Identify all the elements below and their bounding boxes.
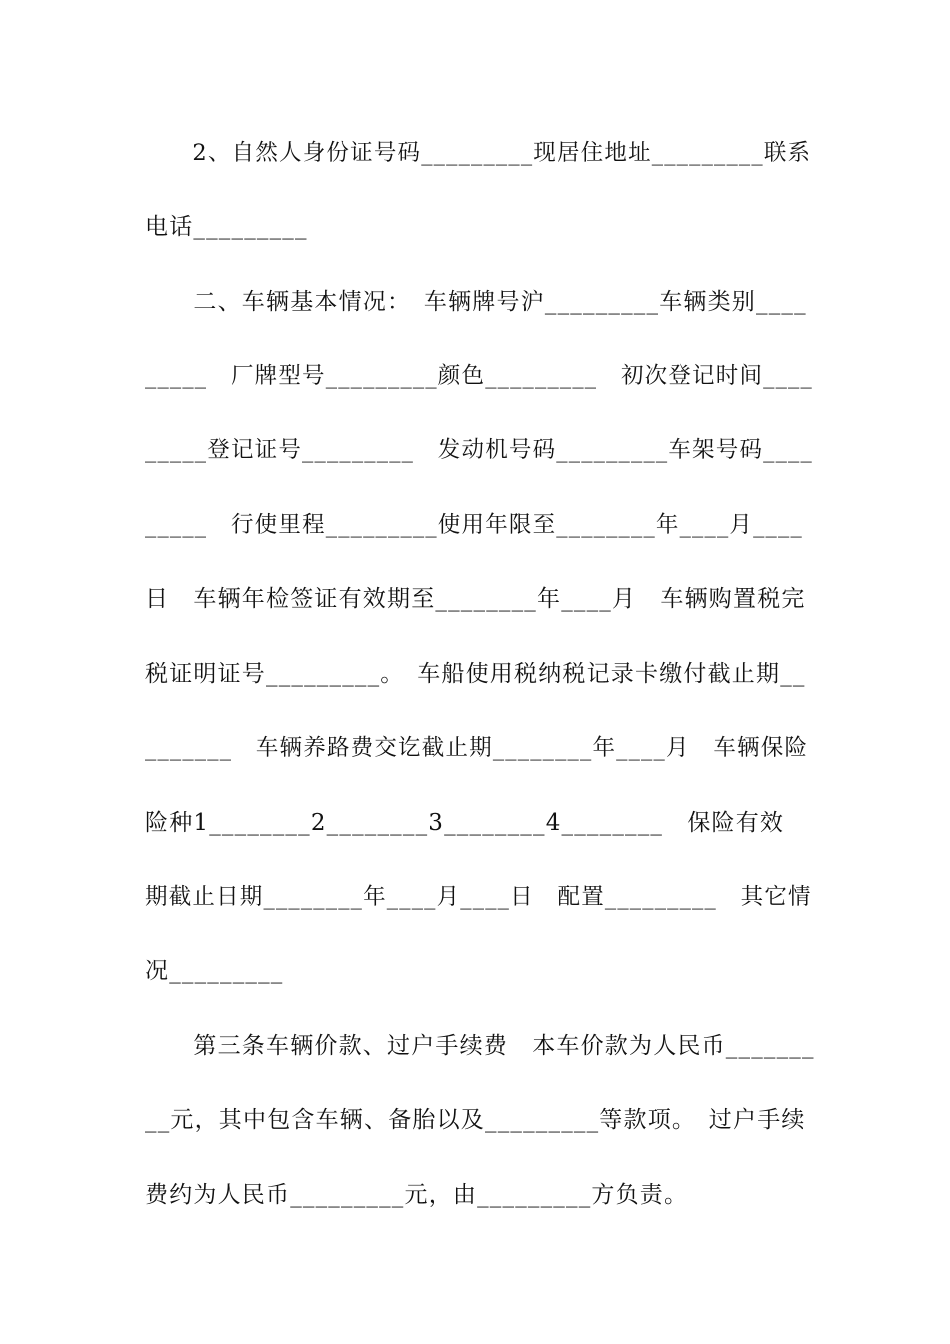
text-line-registration-engine: _____登记证号_________ 发动机号码_________车架号码____: [145, 437, 813, 463]
text-line-article-three: 第三条车辆价款、过户手续费 本车价款为人民币_______: [145, 1033, 815, 1059]
text-line-insurance-expiry-config: 期截止日期________年____月____日 配置_________ 其它情: [145, 884, 812, 910]
text-line-model-color: _____ 厂牌型号_________颜色_________ 初次登记时间____: [145, 363, 813, 389]
text-line-annual-inspection: 日 车辆年检签证有效期至________年____月 车辆购置税完: [145, 586, 806, 612]
text-line-phone: 电话_________: [145, 214, 308, 240]
text-line-tax-certificate: 税证明证号_________。 车船使用税纳税记录卡缴付截止期__: [145, 661, 806, 687]
text-line-insurance-types: 险种1________2________3________4________ 保险有效: [145, 810, 785, 836]
text-line-price-items: __元，其中包含车辆、备胎以及_________等款项。 过户手续: [145, 1107, 806, 1133]
text-line-mileage-service-life: _____ 行使里程_________使用年限至________年____月____: [145, 512, 803, 538]
text-line-vehicle-basic-info: 二、车辆基本情况： 车辆牌号沪_________车辆类别____: [145, 289, 807, 315]
text-line-road-fee-insurance: _______ 车辆养路费交讫截止期________年____月 车辆保险: [145, 735, 809, 761]
text-line-identity-address: 2、自然人身份证号码_________现居住地址_________联系: [145, 140, 812, 166]
text-line-other: 况_________: [145, 958, 284, 984]
text-line-transfer-fee: 费约为人民币_________元，由_________方负责。: [145, 1182, 689, 1208]
